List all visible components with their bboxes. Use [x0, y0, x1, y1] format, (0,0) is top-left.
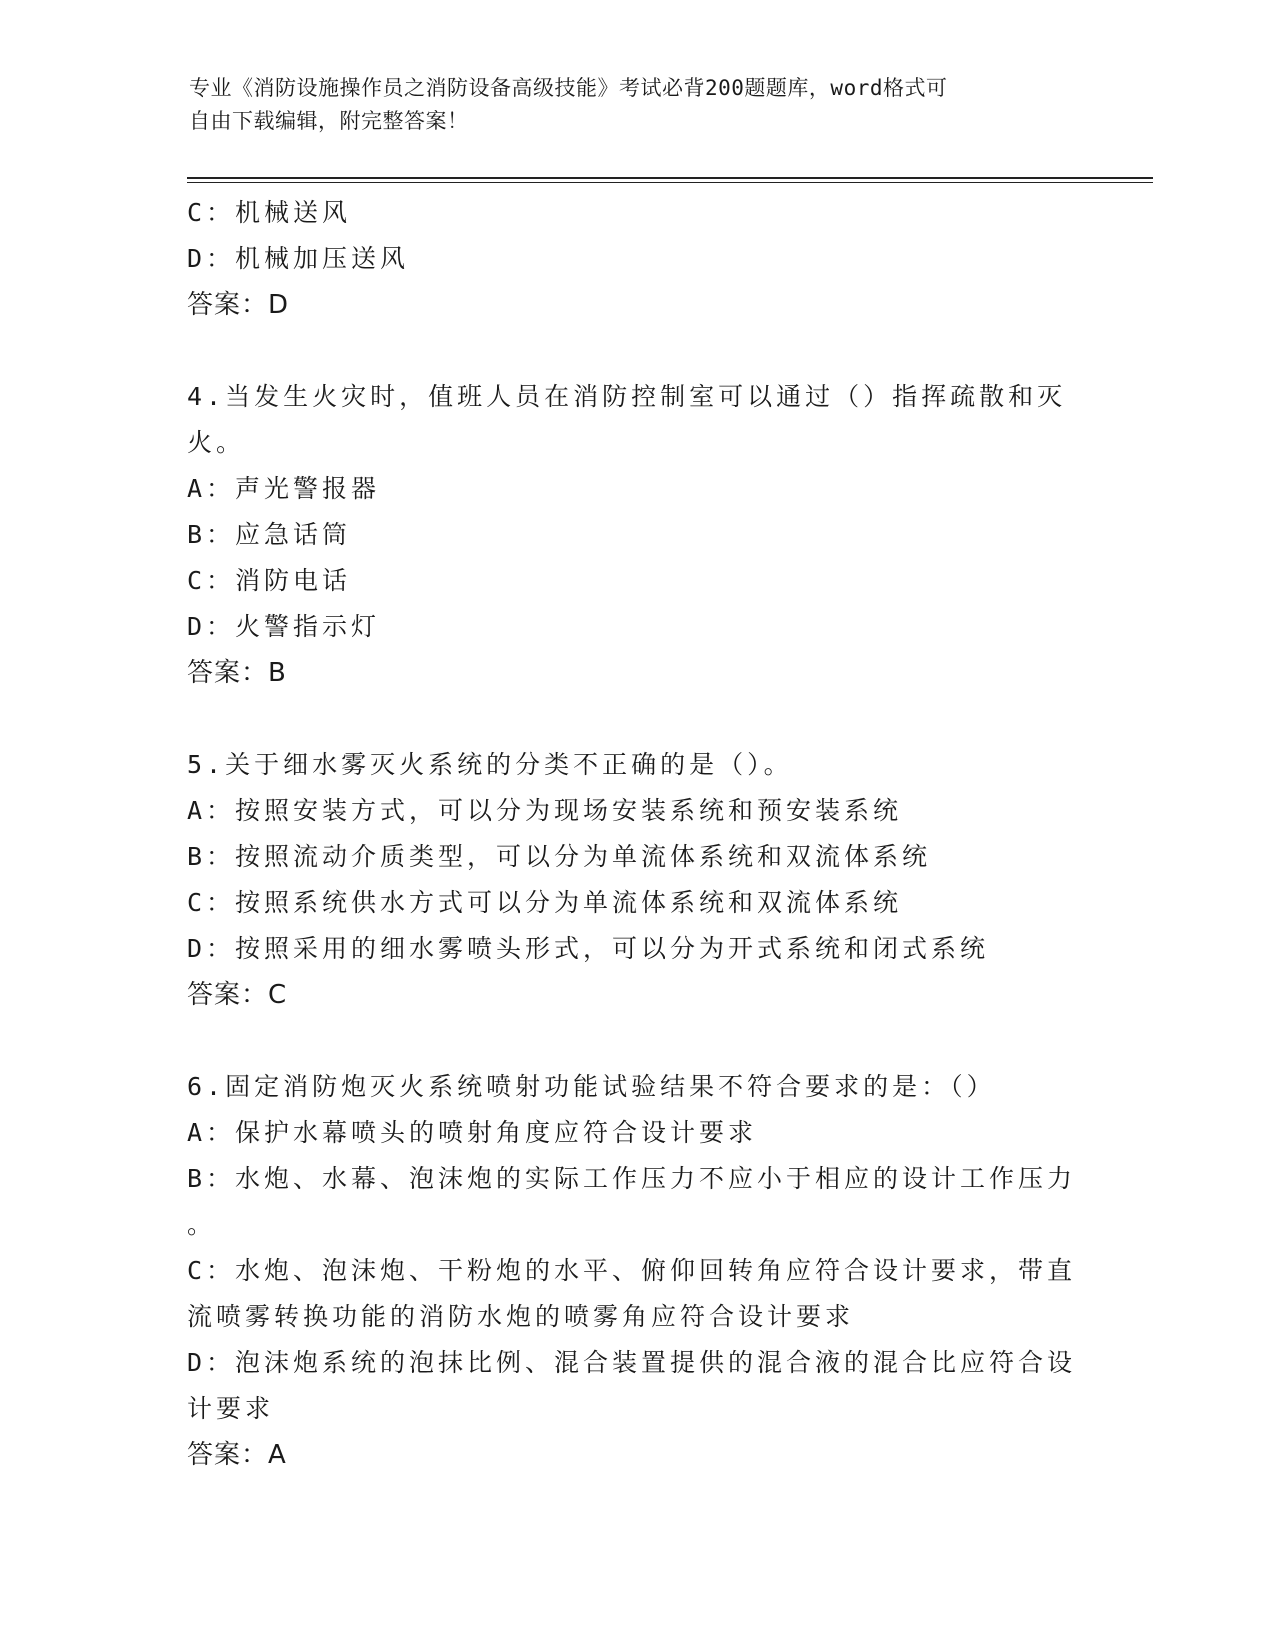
paragraph-gap [187, 328, 1087, 374]
text-line: C：消防电话 [187, 566, 352, 595]
text-line: B：水炮、水幕、泡沫炮的实际工作压力不应小于相应的设计工作压力 [187, 1164, 1077, 1193]
header-line-1: 专业《消防设施操作员之消防设备高级技能》考试必背200题题库，word格式可 [189, 76, 948, 100]
text-line: 火。 [187, 428, 246, 457]
text-line: A：按照安装方式，可以分为现场安装系统和预安装系统 [187, 796, 903, 825]
page-header [189, 72, 1069, 138]
text-line: 4.当发生火灾时，值班人员在消防控制室可以通过（）指挥疏散和灭 [187, 382, 1067, 411]
text-line: D：泡沫炮系统的泡抹比例、混合装置提供的混合液的混合比应符合设 [187, 1348, 1077, 1377]
text-line: B：应急话筒 [187, 520, 352, 549]
text-line: C：按照系统供水方式可以分为单流体系统和双流体系统 [187, 888, 903, 917]
question-content [187, 190, 1087, 1478]
text-line: A：声光警报器 [187, 474, 381, 503]
text-line: C：水炮、泡沫炮、干粉炮的水平、俯仰回转角应符合设计要求，带直 [187, 1256, 1077, 1285]
text-line: 流喷雾转换功能的消防水炮的喷雾角应符合设计要求 [187, 1302, 855, 1331]
paragraph-gap [187, 696, 1087, 742]
text-line: 6.固定消防炮灭火系统喷射功能试验结果不符合要求的是：（） [187, 1072, 996, 1101]
text-line: A：保护水幕喷头的喷射角度应符合设计要求 [187, 1118, 758, 1147]
text-line: D：按照采用的细水雾喷头形式，可以分为开式系统和闭式系统 [187, 934, 990, 963]
text-line: 计要求 [187, 1394, 275, 1423]
text-line: D：火警指示灯 [187, 612, 381, 641]
text-line: D：机械加压送风 [187, 244, 410, 273]
header-line-2: 自由下载编辑，附完整答案！ [189, 109, 469, 133]
text-line: 。 [187, 1210, 217, 1239]
answer-line: 答案：C [187, 980, 288, 1010]
text-line: C：机械送风 [187, 198, 352, 227]
header-rule-thin [187, 182, 1153, 183]
answer-line: 答案：A [187, 1440, 287, 1470]
answer-line: 答案：D [187, 290, 290, 320]
paragraph-gap [187, 1018, 1087, 1064]
header-rule-thick [187, 177, 1153, 179]
text-line: B：按照流动介质类型，可以分为单流体系统和双流体系统 [187, 842, 932, 871]
text-line: 5.关于细水雾灭火系统的分类不正确的是（）。 [187, 750, 793, 779]
answer-line: 答案：B [187, 658, 287, 688]
